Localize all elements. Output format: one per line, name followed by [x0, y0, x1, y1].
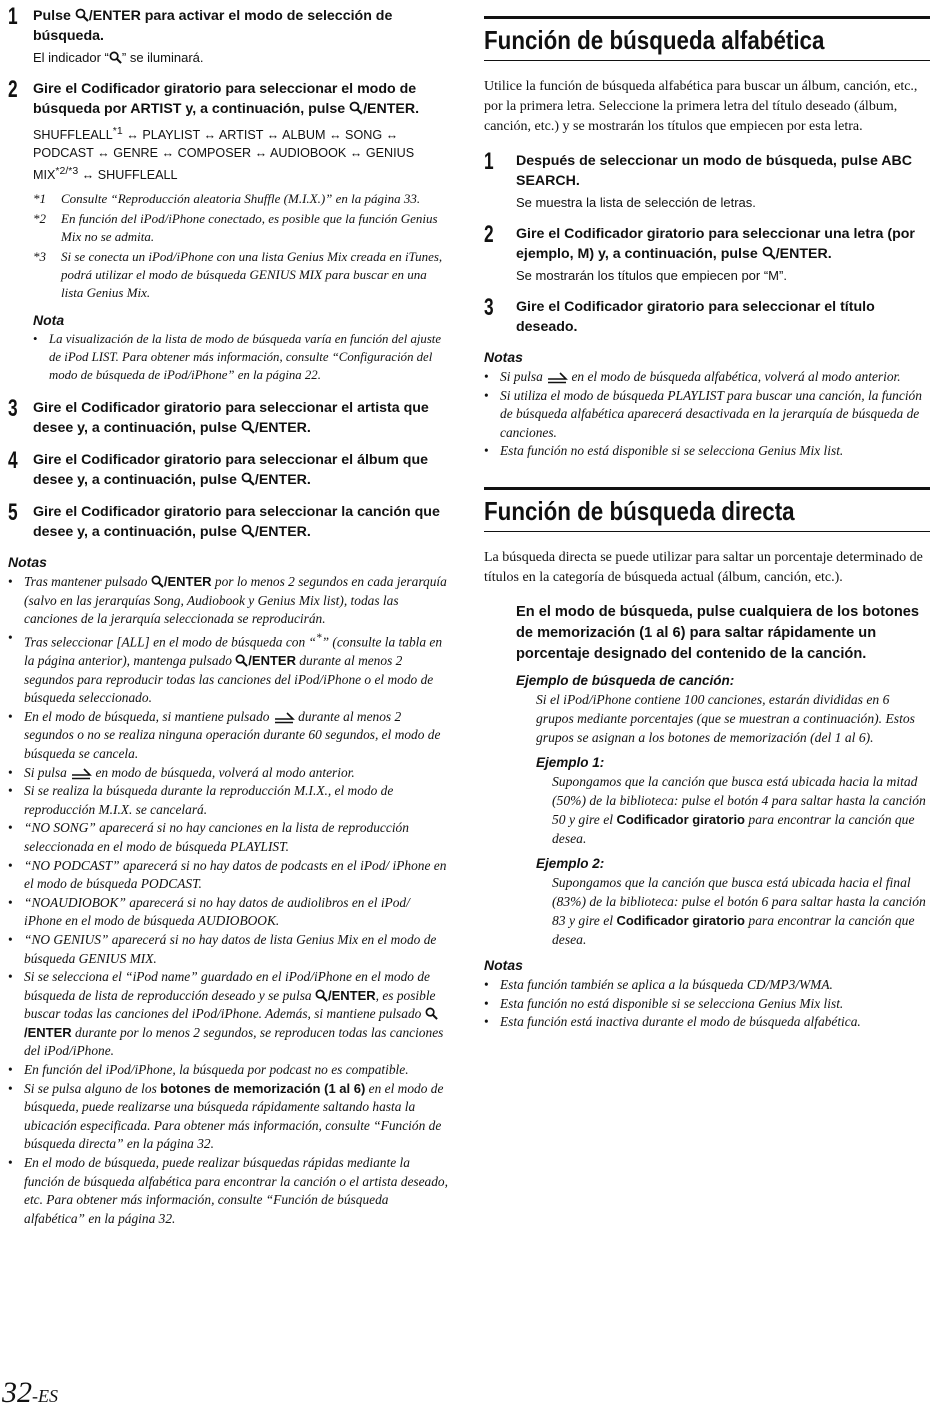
- list-item: • Esta función está inactiva durante el modo de búsqueda alfabética.: [484, 1013, 930, 1032]
- list-item: • Si se realiza la búsqueda durante la reproducción M.I.X., el modo de reproducción M.I.X. se cancelará.: [8, 782, 448, 819]
- search-mode-sequence: SHUFFLEALL$^{*1}$ ↔ PLAYLIST ↔ ARTIST ↔ ALBUM ↔ SONG ↔ PODCAST ↔ GENRE ↔ COMPOSER ↔ AUDIOBOOK ↔ GENIUS $MIX^{*2/*3}$ ↔ SHUFFLEALL: [33, 125, 415, 183]
- step-number: 1: [484, 148, 494, 175]
- list-item: • Esta función no está disponible si se selecciona Genius Mix list.: [484, 442, 930, 461]
- list-item: • Si utiliza el modo de búsqueda PLAYLIST para buscar una canción, la función de búsqueda alfabética aparecerá desactivada en la jerarquía de búsqueda de canciones.: [484, 387, 930, 443]
- alpha-step-3: [484, 294, 930, 337]
- example-2-heading: Ejemplo 2:: [536, 855, 605, 871]
- notas-heading: Notas: [8, 554, 47, 571]
- right-column: [484, 16, 930, 1032]
- list-item: • Si se selecciona el “iPod name” guardado en el iPod/iPhone en el modo de búsqueda de lista de reproducción deseado y se pulsa /ENTER, es posible buscar todas las canciones del iPod/iPhone. Además, si mantiene pulsado /ENTER durante por lo menos 2 segundos, se reproducen todas las canciones del iPod/iPhone.: [8, 968, 448, 1061]
- example-1: [516, 755, 930, 848]
- step-title: Gire el Codificador giratorio para seleccionar el modo de búsqueda por ARTIST y, a continuación, pulse /ENTER.: [33, 81, 420, 117]
- left-column: [8, 3, 448, 1228]
- page-number: 32-ES: [2, 1376, 58, 1409]
- search-icon: [75, 8, 89, 22]
- list-item: • “NO GENIUS” aparecerá si no hay datos de lista Genius Mix en el modo de búsqueda GENIUS MIX.: [8, 931, 448, 968]
- back-return-icon: [70, 766, 92, 780]
- list-item: • En el modo de búsqueda, si mantiene pulsado durante al menos 2 segundos o no se realiza ninguna operación durante 60 segundos, el modo de búsqueda se cancela.: [8, 708, 448, 764]
- list-item: • “NO SONG” aparecerá si no hay canciones en la lista de reproducción seleccionada en el modo de búsqueda PLAYLIST.: [8, 819, 448, 856]
- search-icon: [241, 472, 255, 486]
- step-4: [8, 447, 448, 490]
- list-item: • Si se pulsa alguno de los botones de memorización (1 al 6) en el modo de búsqueda, puede realizarse una búsqueda rápidamente saltando hasta la ubicación especificada. Para obtener más información, consulte “Función de búsqueda directa” en la página 32.: [8, 1080, 448, 1154]
- step-number: 5: [8, 499, 18, 527]
- list-item: • Esta función también se aplica a la búsqueda CD/MP3/WMA.: [484, 976, 930, 995]
- step-title: Después de seleccionar un modo de búsqueda, pulse ABC SEARCH.: [516, 153, 913, 189]
- footnotes: [33, 190, 448, 302]
- section-heading-direct: [484, 487, 930, 532]
- step-title: Pulse /ENTER para activar el modo de selección de búsqueda.: [33, 8, 393, 44]
- search-icon: [235, 654, 248, 667]
- step-3: [8, 395, 448, 438]
- list-item: • La visualización de la lista de modo de búsqueda varía en función del ajuste de iPod LIST. Para obtener más información, consulte “Configuración del modo de búsqueda de iPod/iPhone” en la página 22.: [33, 331, 448, 384]
- example-2-text: Supongamos que la canción que busca está ubicada hacia el final (83%) de la biblioteca: pulse el botón 6 para saltar hasta la canción 83 y gire el Codificador giratorio para encontrar la canción que desea.: [552, 874, 926, 947]
- section-heading-alpha: [484, 16, 930, 61]
- instruction-text: En el modo de búsqueda, pulse cualquiera de los botones de memorización (1 al 6) para saltar rápidamente un porcentaje designado del contenido de la canción.: [516, 603, 920, 662]
- step-number: 3: [484, 294, 494, 321]
- search-icon: [241, 524, 255, 538]
- example-2: [516, 856, 930, 949]
- search-icon: [315, 989, 328, 1002]
- search-icon: [425, 1007, 438, 1020]
- direct-intro: La búsqueda directa se puede utilizar para saltar un porcentaje determinado de títulos en la categoría de búsqueda actual (álbum, canción, etc.).: [484, 549, 923, 585]
- step-title: Gire el Codificador giratorio para seleccionar la canción que desee y, a continuación, pulse /ENTER.: [33, 504, 440, 541]
- alpha-intro: Utilice la función de búsqueda alfabética para buscar un álbum, canción, etc., por la primera letra. Seleccione la primera letra del título deseado (álbum, canción, etc.) y se mostrarán los títulos que empiecen por esta letra.: [484, 79, 918, 134]
- step-1: [8, 3, 448, 67]
- list-item: • “NOAUDIOBOK” aparecerá si no hay datos de audiolibros en el iPod/ iPhone en el modo de búsqueda AUDIOBOOK.: [8, 894, 448, 931]
- step-title: Gire el Codificador giratorio para seleccionar el título deseado.: [516, 299, 875, 335]
- section-title: Función de búsqueda directa: [484, 495, 795, 526]
- section-title: Función de búsqueda alfabética: [484, 25, 825, 55]
- step-title: Gire el Codificador giratorio para seleccionar el artista que desee y, a continuación, pulse /ENTER.: [33, 400, 429, 437]
- direct-instruction: [484, 602, 930, 949]
- list-item: • “NO PODCAST” aparecerá si no hay datos de podcasts en el iPod/ iPhone en el modo de búsqueda PODCAST.: [8, 857, 448, 894]
- step-number: 4: [8, 447, 18, 475]
- list-item: • Si pulsa en modo de búsqueda, volverá al modo anterior.: [8, 764, 448, 783]
- example-1-heading: Ejemplo 1:: [536, 754, 605, 770]
- example-1-text: Supongamos que la canción que busca está ubicada hacia la mitad (50%) de la biblioteca: pulse el botón 4 para saltar hasta la canción 50 y gire el Codificador giratorio para encontrar la canción que desea.: [552, 773, 926, 846]
- search-icon: [241, 420, 255, 434]
- alpha-step-1: [484, 148, 930, 212]
- step-5: [8, 499, 448, 542]
- alpha-notas-list: [484, 368, 930, 461]
- search-icon: [349, 101, 363, 115]
- notas-heading: Notas: [484, 956, 523, 973]
- list-item: • En función del iPod/iPhone, la búsqueda por podcast no es compatible.: [8, 1061, 448, 1080]
- step-title: Gire el Codificador giratorio para seleccionar una letra (por ejemplo, M) y, a continuación, pulse /ENTER.: [516, 226, 915, 262]
- nota-list: [33, 331, 448, 384]
- nota-heading: Nota: [33, 312, 65, 329]
- example-text: Si el iPod/iPhone contiene 100 canciones, estarán divididas en 6 grupos mediante porcentajes (que se muestran a continuación). Estos grupos se asignan a los botones de memorización (del 1 al 6).: [536, 691, 915, 745]
- step-number: 2: [8, 76, 18, 103]
- notas-list: [8, 573, 448, 1228]
- list-item: • Esta función no está disponible si se selecciona Genius Mix list.: [484, 995, 930, 1014]
- list-item: • Tras seleccionar [ALL] en el modo de búsqueda con “*” (consulte la tabla en la página anterior), mantenga pulsado /ENTER durante al menos 2 segundos para reproducir todas las canciones del iPod/iPhone o el modo de búsqueda seleccionado.: [8, 629, 448, 708]
- step-number: 3: [8, 395, 18, 423]
- example-heading: Ejemplo de búsqueda de canción:: [516, 672, 735, 688]
- step-description: Se mostrarán los títulos que empiecen por “M”.: [516, 268, 787, 283]
- list-item: • En el modo de búsqueda, puede realizar búsquedas rápidas mediante la función de búsqueda alfabética para encontrar la canción o el artista deseado, etc. Para obtener más información, consulte “Función de búsqueda alfabética” en la página 32.: [8, 1154, 448, 1228]
- step-number: 1: [8, 3, 18, 30]
- search-icon: [762, 246, 776, 260]
- alpha-step-2: [484, 221, 930, 285]
- back-return-icon: [273, 710, 295, 724]
- search-icon: [151, 575, 164, 588]
- notas-heading: Notas: [484, 349, 523, 365]
- direct-notas-list: [484, 976, 930, 1032]
- footnote: *2 En función del iPod/iPhone conectado, es posible que la función Genius Mix no se admita.: [33, 211, 438, 245]
- footnote: *3 Si se conecta un iPod/iPhone con una lista Genius Mix creada en iTunes, podrá utilizar el modo de búsqueda GENIUS MIX para buscar en una lista Genius Mix.: [33, 249, 443, 301]
- footnote: *1 Consulte “Reproducción aleatoria Shuffle (M.I.X.)” en la página 33.: [33, 191, 421, 207]
- step-description: El indicador “ ” se iluminará.: [33, 50, 204, 65]
- back-return-icon: [546, 370, 568, 384]
- list-item: • Tras mantener pulsado /ENTER por lo menos 2 segundos en cada jerarquía (salvo en las jerarquías Song, Audiobook y Genius Mix list), todas las canciones de la jerarquía seleccionada se reproducirán.: [8, 573, 448, 629]
- search-icon: [109, 51, 122, 64]
- step-description: Se muestra la lista de selección de letras.: [516, 195, 756, 210]
- step-title: Gire el Codificador giratorio para seleccionar el álbum que desee y, a continuación, pulse /ENTER.: [33, 452, 429, 489]
- step-number: 2: [484, 221, 494, 248]
- step-2: [8, 76, 448, 384]
- list-item: • Si pulsa en el modo de búsqueda alfabética, volverá al modo anterior.: [484, 368, 930, 387]
